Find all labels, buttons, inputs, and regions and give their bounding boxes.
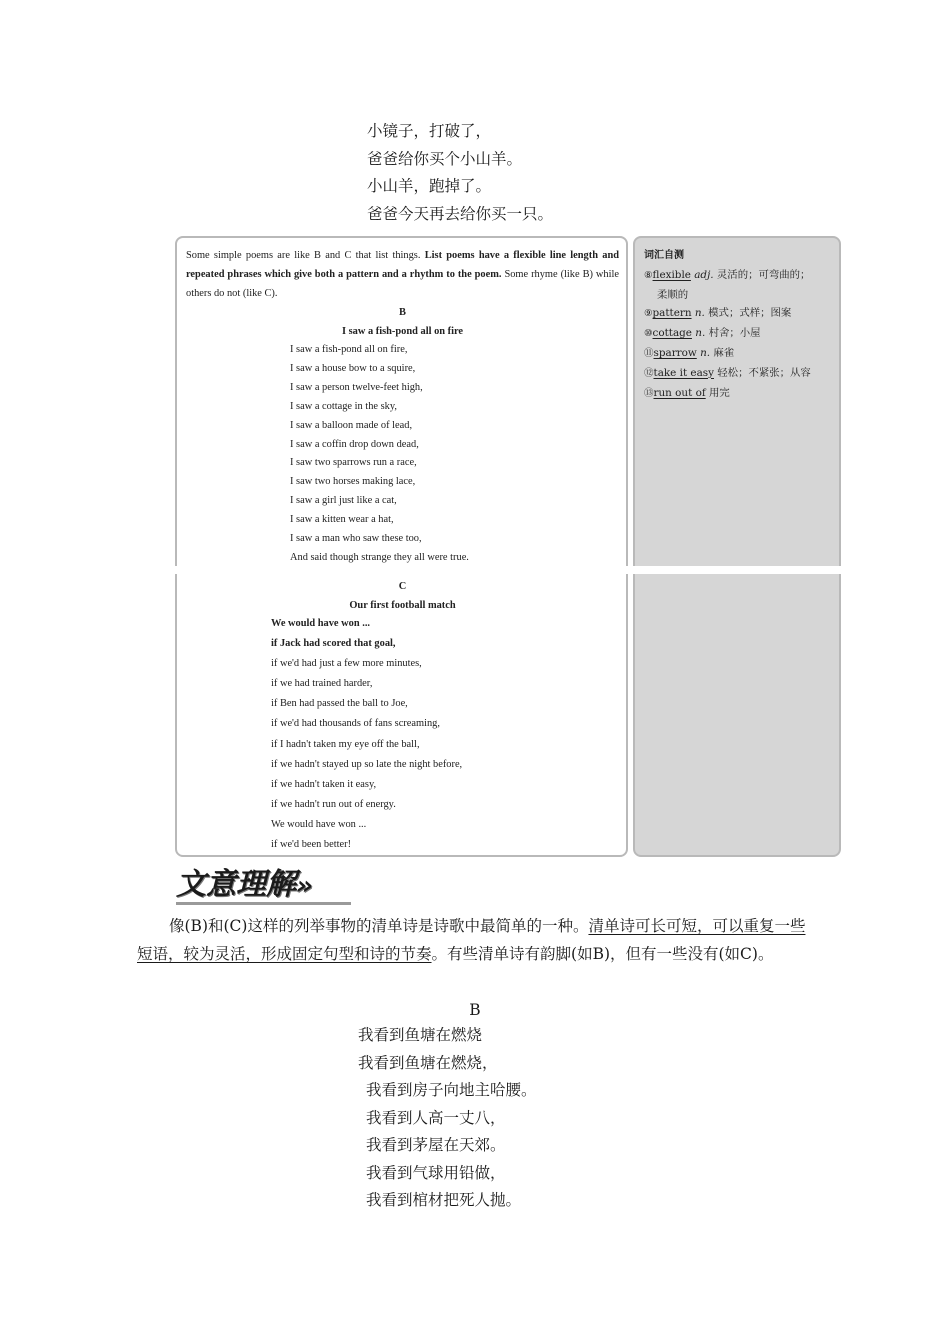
cn-poem-b-lines	[358, 1050, 498, 1078]
poem-b-line: I saw a fish-pond all on fire,	[290, 344, 408, 355]
poem-c-line: if Ben had passed the ball to Joe,	[271, 698, 408, 710]
poem-c-line: if Jack had scored that goal,	[271, 638, 396, 650]
cn-poem-b-title	[358, 1022, 482, 1050]
poem-b-line: I saw a house bow to a squire,	[290, 362, 416, 374]
vocab-heading: 词汇自测	[644, 250, 684, 261]
vocab-num: ⑩	[644, 328, 653, 340]
vocab-word: flexible	[652, 268, 691, 281]
poem-c-line: We would have won ...	[271, 618, 371, 629]
vocab-item	[644, 384, 834, 404]
vocab-pos: n.	[700, 346, 711, 359]
poem-c-line: if I hadn't taken my eye off the ball,	[271, 738, 420, 750]
poem-b-lines	[290, 341, 469, 568]
top-chinese-poem	[367, 118, 553, 228]
translation-part3: 。有些清单诗有韵脚(如B)，但有一些没有(如C)。	[431, 945, 774, 963]
cn-poem-b-line: 我看到鱼塘在燃烧，	[358, 1054, 498, 1072]
poem-b-line: I saw a coffin drop down dead,	[290, 438, 419, 450]
poem-line: 小山羊，跑掉了。	[367, 177, 492, 195]
vocab-meaning: 用完	[709, 386, 730, 399]
poem-c-line: if we'd had just a few more minutes,	[271, 658, 422, 670]
vocab-meaning: 模式；式样；图案	[708, 307, 792, 320]
intro-bold: List poems have a flexible line length and repeated phrases which give both a pattern and a rhythm to the poem.	[186, 250, 619, 280]
poem-b-label: B	[399, 307, 406, 318]
poem-c-line: if we hadn't stayed up so late the night before,	[271, 758, 463, 770]
vocab-num: ⑨	[644, 308, 653, 320]
cn-poem-b-label: B	[469, 1001, 481, 1019]
intro-text	[186, 246, 619, 303]
poem-c-line: We would have won ...	[271, 818, 367, 830]
cn-poem-b-line: 我看到茅屋在天郊。	[366, 1136, 506, 1154]
poem-line: 小镜子，打破了，	[367, 122, 492, 140]
translation-paragraph	[137, 912, 813, 968]
cn-poem-b-line: 我看到棺材把死人抛。	[366, 1191, 522, 1209]
poem-c-lines	[271, 614, 462, 855]
intro-part1: Some simple poems are like B and C that list things.	[186, 250, 425, 261]
cn-poem-b-title-text: 我看到鱼塘在燃烧	[358, 1026, 483, 1044]
intro-part3: Some rhyme (like B) while others do not (like C).	[186, 269, 619, 299]
cn-poem-b-lines-rest	[366, 1077, 537, 1215]
poem-c-line: if we hadn't run out of energy.	[271, 798, 396, 810]
vocab-item	[644, 344, 834, 364]
translation-part1: 像(B)和(C)这样的列举事物的清单诗是诗歌中最简单的一种。	[169, 917, 589, 935]
section-banner	[176, 862, 313, 908]
banner-underline	[176, 902, 351, 905]
vocab-list	[644, 247, 834, 403]
vocab-word: sparrow	[653, 346, 697, 359]
poem-b-line: I saw a balloon made of lead,	[290, 419, 413, 431]
poem-c-line: if we'd been better!	[271, 839, 352, 851]
vocab-pos: n.	[694, 307, 705, 320]
vocab-word: cottage	[652, 327, 692, 340]
vocab-meaning: 麻雀	[713, 346, 735, 359]
cn-poem-b-line: 我看到房子向地主哈腰。	[366, 1081, 537, 1099]
page-break-strip	[170, 566, 846, 574]
vocab-meaning: 灵活的；可弯曲的；	[716, 268, 811, 281]
vocab-num: ⑬	[644, 387, 654, 399]
poem-b-line: I saw a person twelve-feet high,	[290, 381, 423, 393]
poem-b-line: I saw two horses making lace,	[290, 476, 416, 488]
poem-b-line: I saw a kitten wear a hat,	[290, 514, 394, 526]
poem-c-title: Our first football match	[349, 600, 456, 611]
poem-c-label: C	[398, 581, 407, 592]
vocab-item	[644, 266, 834, 286]
vocab-word: pattern	[652, 307, 692, 320]
vocab-pos: adj.	[694, 268, 714, 281]
vocab-item	[644, 364, 834, 384]
banner-arrow-icon: »	[296, 871, 313, 901]
vocab-pos: n.	[695, 327, 706, 340]
poem-b-line: And said though strange they all were true.	[290, 551, 469, 563]
vocab-meaning: 轻松；不紧张；从容	[717, 366, 811, 379]
poem-line: 爸爸今天再去给你买一只。	[367, 204, 554, 223]
poem-c-line: if we'd had thousands of fans screaming,	[271, 718, 440, 730]
vocab-word: take it easy	[653, 366, 714, 379]
poem-b-line: I saw a man who saw these too,	[290, 533, 422, 545]
vocab-word: run out of	[653, 386, 706, 399]
vocab-num: ⑧	[644, 269, 653, 281]
poem-b-line: I saw two sparrows run a race,	[290, 457, 417, 469]
cn-poem-b-line: 我看到人高一丈八，	[366, 1108, 506, 1127]
vocab-item	[644, 324, 834, 344]
poem-b-line: I saw a cottage in the sky,	[290, 400, 397, 412]
poem-c-line: if we hadn't taken it easy,	[271, 778, 377, 790]
translation-underlined: 清单诗可长可短，可以重复一些短语，较为灵活，形成固定句型和诗的节奏	[137, 917, 806, 963]
cn-poem-b-line: 我看到气球用铅做，	[366, 1163, 506, 1182]
vocab-meaning: 村舍；小屋	[708, 327, 761, 340]
poem-c-line: if we had trained harder,	[271, 678, 373, 690]
vocab-item	[644, 304, 834, 324]
poem-line: 爸爸给你买个小山羊。	[367, 149, 523, 168]
vocab-num: ⑪	[644, 347, 654, 359]
banner-title: 文意理解	[176, 867, 296, 902]
poem-b-title: I saw a fish-pond all on fire	[341, 326, 464, 337]
vocab-num: ⑫	[644, 367, 654, 379]
poem-b-line: I saw a girl just like a cat,	[290, 495, 397, 507]
vocab-meaning-cont: 柔顺的	[657, 288, 689, 301]
